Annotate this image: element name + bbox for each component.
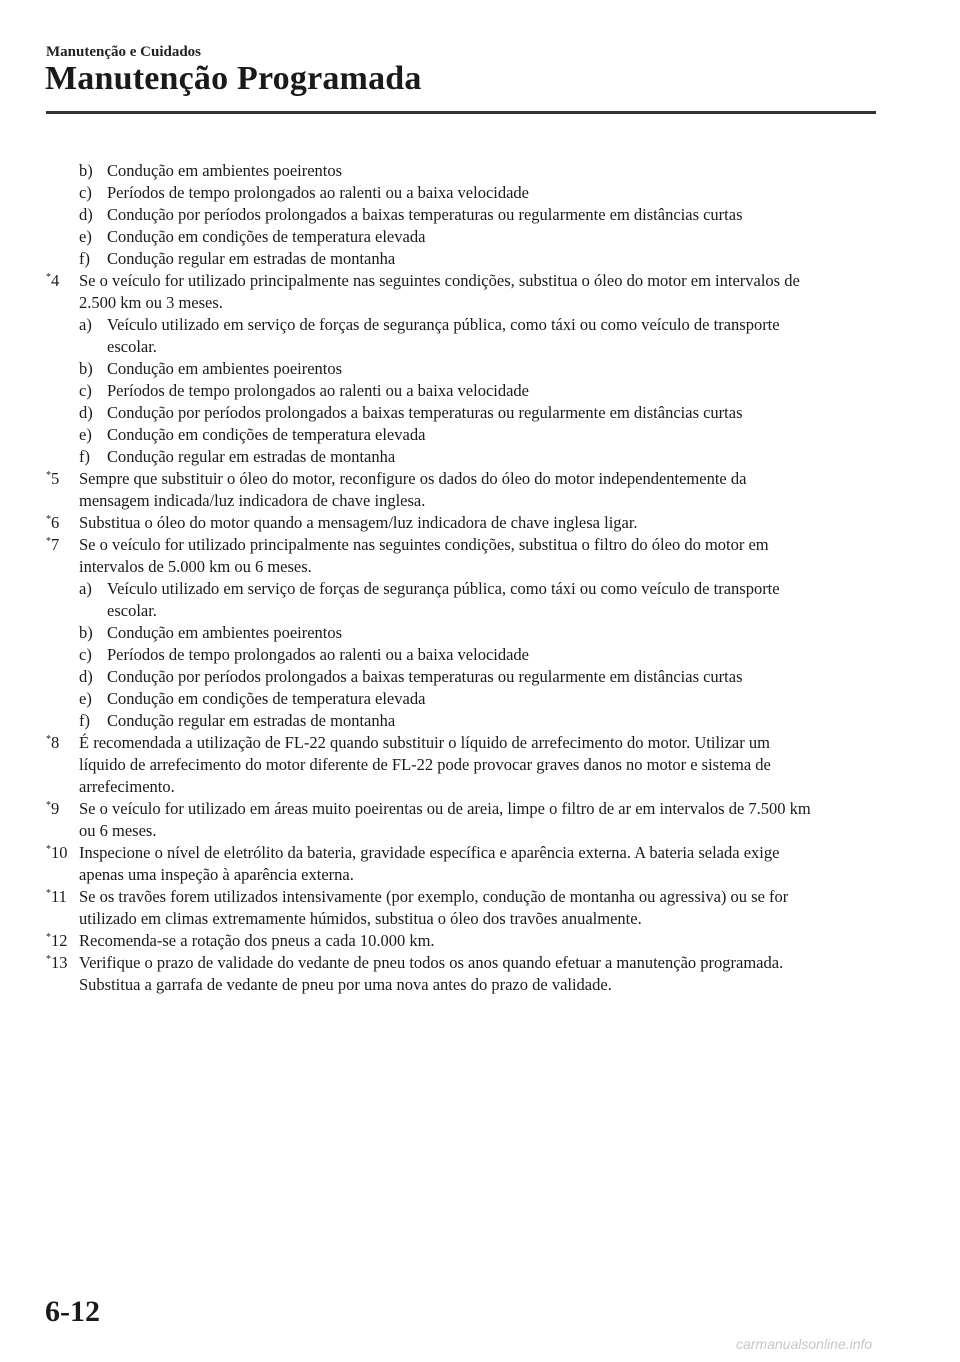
- footnote-star: *: [46, 954, 51, 965]
- list-marker: c): [79, 645, 92, 664]
- footnote-line: [0, 534, 960, 556]
- list-marker: f): [79, 711, 90, 730]
- footnote-line: [0, 886, 960, 908]
- footnote-number: 12: [51, 931, 68, 950]
- line-text: Se o veículo for utilizado principalmente nas seguintes condições, substitua o óleo do motor em intervalos de: [79, 271, 800, 290]
- footnote-star: *: [46, 844, 51, 855]
- footnote-line: [0, 512, 960, 534]
- list-item: [0, 380, 960, 402]
- footnote-number: 7: [51, 535, 60, 554]
- footnote-number: 5: [51, 469, 60, 488]
- footnote-number: 10: [51, 843, 68, 862]
- footnote-number: 9: [51, 799, 60, 818]
- footnote-line: [0, 270, 960, 292]
- footnote-star: *: [46, 800, 51, 811]
- line-text: Se os travões forem utilizados intensivamente (por exemplo, condução de montanha ou agressiva) ou se for: [79, 887, 789, 906]
- line-text: escolar.: [107, 601, 157, 620]
- list-item: [0, 182, 960, 204]
- line-text: Períodos de tempo prolongados ao ralenti ou a baixa velocidade: [107, 183, 529, 202]
- section-heading: Manutenção e Cuidados: [46, 44, 202, 60]
- line-text: Condução em condições de temperatura elevada: [107, 227, 426, 246]
- line-text: Sempre que substituir o óleo do motor, reconfigure os dados do óleo do motor independentemente da: [79, 469, 747, 488]
- line-text: Condução regular em estradas de montanha: [107, 711, 396, 730]
- line-text: Substitua o óleo do motor quando a mensagem/luz indicadora de chave inglesa ligar.: [79, 513, 638, 532]
- continuation-line: [0, 908, 960, 930]
- list-item: [0, 424, 960, 446]
- list-marker: f): [79, 447, 90, 466]
- footnote-line: [0, 732, 960, 754]
- continuation-line: [0, 864, 960, 886]
- continuation-line: [0, 754, 960, 776]
- footnote-number: 4: [51, 271, 60, 290]
- list-item: [0, 688, 960, 710]
- line-text: Condução por períodos prolongados a baixas temperaturas ou regularmente em distâncias curtas: [107, 403, 743, 422]
- line-text: Períodos de tempo prolongados ao ralenti ou a baixa velocidade: [107, 381, 529, 400]
- list-marker: d): [79, 667, 93, 686]
- list-marker: c): [79, 183, 92, 202]
- line-text: ou 6 meses.: [79, 821, 157, 840]
- list-item: [0, 226, 960, 248]
- footnote-star: *: [46, 888, 51, 899]
- watermark: carmanualsonline.info: [736, 1336, 873, 1352]
- line-text: apenas uma inspeção à aparência externa.: [79, 865, 354, 884]
- line-text: Condução em ambientes poeirentos: [107, 161, 343, 180]
- continuation-line: [0, 336, 960, 358]
- list-marker: b): [79, 161, 93, 180]
- footnote-number: 13: [51, 953, 68, 972]
- footnote-star: *: [46, 514, 51, 525]
- continuation-line: [0, 292, 960, 314]
- page-number: 6-12: [45, 1295, 100, 1328]
- line-text: arrefecimento.: [79, 777, 175, 796]
- list-item: [0, 248, 960, 270]
- line-text: mensagem indicada/luz indicadora de chave inglesa.: [79, 491, 426, 510]
- list-marker: e): [79, 425, 92, 444]
- list-item: [0, 314, 960, 336]
- line-text: Condução por períodos prolongados a baixas temperaturas ou regularmente em distâncias curtas: [107, 205, 743, 224]
- line-text: Substitua a garrafa de vedante de pneu por uma nova antes do prazo de validade.: [79, 975, 612, 994]
- line-text: Períodos de tempo prolongados ao ralenti ou a baixa velocidade: [107, 645, 529, 664]
- footnote-line: [0, 952, 960, 974]
- line-text: Condução em condições de temperatura elevada: [107, 689, 426, 708]
- line-text: Recomenda-se a rotação dos pneus a cada 10.000 km.: [79, 931, 435, 950]
- footnote-star: *: [46, 734, 51, 745]
- maintenance-notes: [0, 160, 960, 996]
- footnote-star: *: [46, 536, 51, 547]
- line-text: Inspecione o nível de eletrólito da bateria, gravidade específica e aparência externa. A bateria selada exige: [79, 843, 780, 862]
- line-text: É recomendada a utilização de FL-22 quando substituir o líquido de arrefecimento do motor. Utilizar um: [79, 733, 770, 752]
- line-text: Condução por períodos prolongados a baixas temperaturas ou regularmente em distâncias curtas: [107, 667, 743, 686]
- list-item: [0, 710, 960, 732]
- footnote-line: [0, 798, 960, 820]
- footnote-number: 6: [51, 513, 60, 532]
- list-marker: e): [79, 227, 92, 246]
- list-item: [0, 622, 960, 644]
- list-marker: b): [79, 359, 93, 378]
- footnote-line: [0, 468, 960, 490]
- line-text: utilizado em climas extremamente húmidos, substitua o óleo dos travões anualmente.: [79, 909, 642, 928]
- continuation-line: [0, 820, 960, 842]
- list-item: [0, 446, 960, 468]
- footnote-number: 11: [51, 887, 67, 906]
- continuation-line: [0, 600, 960, 622]
- line-text: Condução em condições de temperatura elevada: [107, 425, 426, 444]
- continuation-line: [0, 776, 960, 798]
- continuation-line: [0, 556, 960, 578]
- line-text: Condução regular em estradas de montanha: [107, 249, 396, 268]
- list-marker: a): [79, 315, 92, 334]
- footnote-line: [0, 930, 960, 952]
- line-text: intervalos de 5.000 km ou 6 meses.: [79, 557, 312, 576]
- list-marker: f): [79, 249, 90, 268]
- footnote-number: 8: [51, 733, 60, 752]
- list-marker: b): [79, 623, 93, 642]
- header-divider: [46, 111, 876, 114]
- list-item: [0, 666, 960, 688]
- footnote-star: *: [46, 470, 51, 481]
- line-text: Se o veículo for utilizado em áreas muito poeirentas ou de areia, limpe o filtro de ar em intervalos de 7.500 km: [79, 799, 811, 818]
- line-text: Veículo utilizado em serviço de forças de segurança pública, como táxi ou como veículo de transporte: [107, 315, 780, 334]
- line-text: Condução regular em estradas de montanha: [107, 447, 396, 466]
- line-text: Veículo utilizado em serviço de forças de segurança pública, como táxi ou como veículo de transporte: [107, 579, 780, 598]
- list-item: [0, 358, 960, 380]
- line-text: líquido de arrefecimento do motor diferente de FL-22 pode provocar graves danos no motor e sistema de: [79, 755, 771, 774]
- continuation-line: [0, 974, 960, 996]
- line-text: Verifique o prazo de validade do vedante de pneu todos os anos quando efetuar a manutenção programada.: [79, 953, 784, 972]
- page-title: Manutenção Programada: [45, 60, 422, 97]
- footnote-line: [0, 842, 960, 864]
- line-text: Condução em ambientes poeirentos: [107, 359, 343, 378]
- line-text: escolar.: [107, 337, 157, 356]
- footnote-star: *: [46, 272, 51, 283]
- continuation-line: [0, 490, 960, 512]
- list-marker: a): [79, 579, 92, 598]
- list-marker: d): [79, 205, 93, 224]
- list-item: [0, 204, 960, 226]
- list-item: [0, 578, 960, 600]
- list-marker: d): [79, 403, 93, 422]
- line-text: Se o veículo for utilizado principalmente nas seguintes condições, substitua o filtro do óleo do motor em: [79, 535, 769, 554]
- footnote-star: *: [46, 932, 51, 943]
- list-marker: e): [79, 689, 92, 708]
- list-item: [0, 160, 960, 182]
- list-item: [0, 402, 960, 424]
- line-text: 2.500 km ou 3 meses.: [79, 293, 223, 312]
- list-marker: c): [79, 381, 92, 400]
- line-text: Condução em ambientes poeirentos: [107, 623, 343, 642]
- list-item: [0, 644, 960, 666]
